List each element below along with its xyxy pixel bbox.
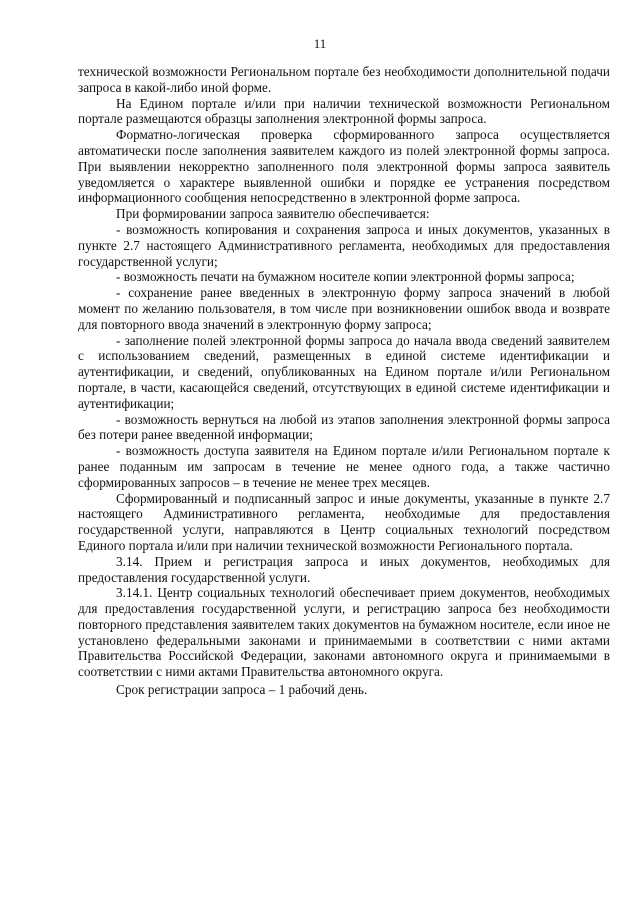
list-item-copy-save: - возможность копирования и сохранения запроса и иных документов, указанных в пункте 2.7 настоящего Административного регламента, необходимых для предоставления государственной услуги;: [78, 221, 610, 269]
section-heading-3-14: 3.14. Прием и регистрация запроса и иных документов, необходимых для предоставления государственной услуги.: [78, 553, 610, 585]
list-item-access-history: - возможность доступа заявителя на Едином портале и/или Региональном портале к ранее поданным им запросам в течение не менее одного года, а также частично сформированных запросов – в течение не менее трех месяцев.: [78, 443, 610, 490]
paragraph-list-intro: При формировании запроса заявителю обеспечивается:: [116, 206, 430, 222]
page-number: 11: [313, 36, 327, 51]
paragraph-3-14-1: 3.14.1. Центр социальных технологий обеспечивает прием документов, необходимых для предоставления государственной услуги, и регистрацию запроса без необходимости повторного представления заявителем таких документов на бумажном носителе, если иное не установлено федеральными законами и принимаемыми в соответствии с ними актами Правительства Российской Федерации, законами автономного округа и принимаемыми в соответствии с ними актами Правительства автономного округа.: [78, 585, 610, 680]
list-item-keep-values: - сохранение ранее введенных в электронную форму запроса значений в любой момент по желанию пользователя, в том числе при возникновении ошибок ввода и возврате для повторного ввода значений в электронную форму запроса;: [78, 285, 610, 332]
paragraph-continuation: технической возможности Региональном портале без необходимости дополнительной подачи запроса в какой-либо иной форме.: [78, 64, 610, 95]
paragraph-sample-forms: На Едином портале и/или при наличии технической возможности Региональном портале размещаются образцы заполнения электронной формы запроса.: [78, 95, 610, 127]
list-item-prefill: - заполнение полей электронной формы запроса до начала ввода сведений заявителем с использованием сведений, размещенных в единой системе идентификации и аутентификации, и сведений, опубликованных на Едином портале и/или Региональном портале, в части, касающейся сведений, отсутствующих в единой системе идентификации и аутентификации;: [78, 332, 610, 411]
paragraph-registration-term: Срок регистрации запроса – 1 рабочий день.: [116, 682, 368, 698]
list-item-return-step: - возможность вернуться на любой из этапов заполнения электронной формы запроса без потери ранее введенной информации;: [78, 411, 610, 443]
list-item-print: - возможность печати на бумажном носителе копии электронной формы запроса;: [116, 269, 575, 285]
paragraph-format-check: Форматно-логическая проверка сформированного запроса осуществляется автоматически после заполнения заявителем каждого из полей электронной формы запроса. При выявлении некорректно заполненного поля электронной формы запроса заявитель уведомляется о характере выявленной ошибки и порядке ее устранения посредством информационного сообщения непосредственно в электронной форме запроса.: [78, 127, 610, 206]
paragraph-submission: Сформированный и подписанный запрос и иные документы, указанные в пункте 2.7 настоящего Административного регламента, необходимые для предоставления государственной услуги, направляются в Центр социальных технологий посредством Единого портала и/или при наличии технической возможности Регионального портала.: [78, 490, 610, 553]
document-body: [78, 64, 610, 698]
